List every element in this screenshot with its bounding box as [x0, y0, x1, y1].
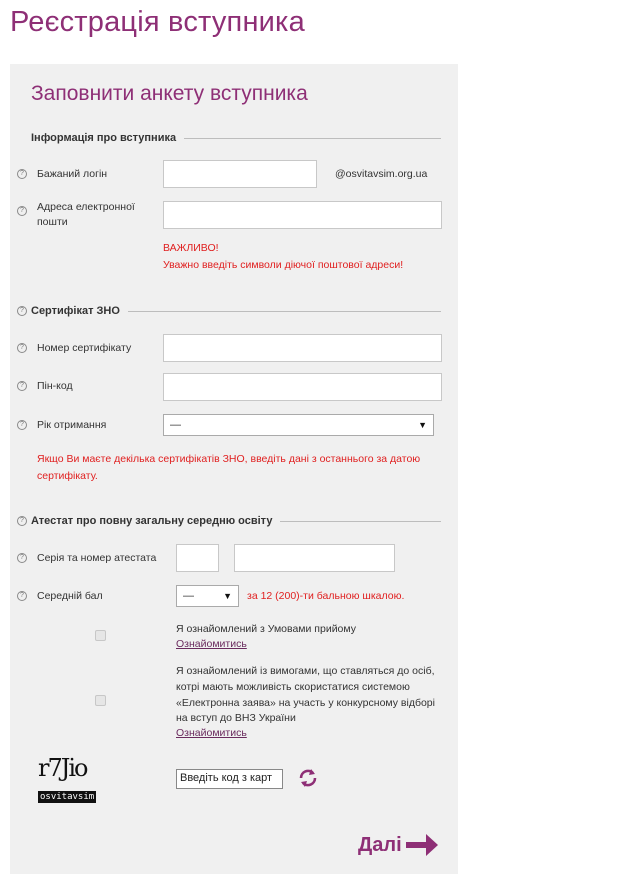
zno-note-line1: Якщо Ви маєте декілька сертифікатів ЗНО, введіть дані з останнього за датою: [37, 453, 421, 465]
terms-checkbox[interactable]: [95, 630, 106, 641]
atestat-number-label: Серія та номер атестата: [37, 552, 157, 564]
section-divider: [280, 521, 441, 522]
email-warning-title: ВАЖЛИВО!: [163, 242, 219, 254]
avg-score-note: за 12 (200)-ти бальною шкалою.: [247, 590, 405, 602]
atestat-number-input[interactable]: [234, 544, 395, 572]
pin-label: Пін-код: [37, 380, 73, 392]
terms-text: Я ознайомлений з Умовами прийому: [176, 623, 356, 635]
email-label-line2: пошти: [37, 216, 68, 228]
dropdown-arrow-icon: ▼: [418, 420, 427, 430]
help-icon[interactable]: ?: [17, 306, 27, 316]
avg-score-label: Середній бал: [37, 590, 103, 602]
help-icon[interactable]: ?: [17, 343, 27, 353]
captcha-image: r7Jio: [38, 754, 87, 782]
email-warning-text: Уважно введіть символи діючої поштової адреси!: [163, 259, 404, 271]
avg-score-select-value: —: [183, 590, 194, 602]
cert-number-input[interactable]: [163, 334, 442, 362]
year-select-value: —: [170, 419, 181, 431]
section-atestat-header: [17, 515, 441, 527]
login-input[interactable]: [163, 160, 317, 188]
atestat-series-input[interactable]: [176, 544, 219, 572]
section-info-header: [31, 132, 441, 144]
section-zno-header: [17, 305, 441, 317]
help-icon[interactable]: ?: [17, 516, 27, 526]
year-label: Рік отримання: [37, 419, 107, 431]
requirements-checkbox[interactable]: [95, 695, 106, 706]
section-zno-title: Сертифікат ЗНО: [31, 305, 120, 317]
section-divider: [184, 138, 441, 139]
page-title: Реєстрація вступника: [10, 6, 305, 38]
email-input[interactable]: [163, 201, 442, 229]
terms-link[interactable]: Ознайомитись: [176, 638, 247, 650]
help-icon[interactable]: ?: [17, 169, 27, 179]
year-select[interactable]: [163, 414, 434, 436]
section-atestat-title: Атестат про повну загальну середню освіту: [31, 515, 273, 527]
captcha-input[interactable]: Введіть код з карт: [176, 769, 283, 789]
avg-score-select[interactable]: [176, 585, 239, 607]
form-title: Заповнити анкету вступника: [31, 82, 308, 105]
arrow-right-icon: [404, 831, 440, 859]
login-label: Бажаний логін: [37, 168, 108, 180]
section-info-title: Інформація про вступника: [31, 132, 177, 144]
section-divider: [128, 311, 441, 312]
requirements-text-line4: на вступ до ВНЗ України: [176, 712, 296, 724]
registration-form-panel: [10, 64, 458, 874]
next-button-label: Далі: [358, 833, 402, 856]
login-domain-suffix: @osvitavsim.org.ua: [335, 168, 428, 180]
requirements-text-line1: Я ознайомлений із вимогами, що ставляться до осіб,: [176, 665, 435, 677]
email-label-line1: Адреса електронної: [37, 201, 135, 213]
help-icon[interactable]: ?: [17, 591, 27, 601]
zno-note-line2: сертифікату.: [37, 470, 98, 482]
help-icon[interactable]: ?: [17, 553, 27, 563]
captcha-brand-tag: osvitavsim: [40, 792, 95, 802]
refresh-icon[interactable]: [297, 767, 319, 792]
requirements-text-line2: котрі мають можливість скористатися системою: [176, 681, 410, 693]
help-icon[interactable]: ?: [17, 381, 27, 391]
next-button[interactable]: [358, 831, 440, 859]
help-icon[interactable]: ?: [17, 206, 27, 216]
cert-number-label: Номер сертифікату: [37, 342, 132, 354]
requirements-link[interactable]: Ознайомитись: [176, 727, 247, 739]
help-icon[interactable]: ?: [17, 420, 27, 430]
dropdown-arrow-icon: ▼: [223, 591, 232, 601]
requirements-text-line3: «Електронна заява» на участь у конкурсному відборі: [176, 697, 435, 709]
pin-input[interactable]: [163, 373, 442, 401]
